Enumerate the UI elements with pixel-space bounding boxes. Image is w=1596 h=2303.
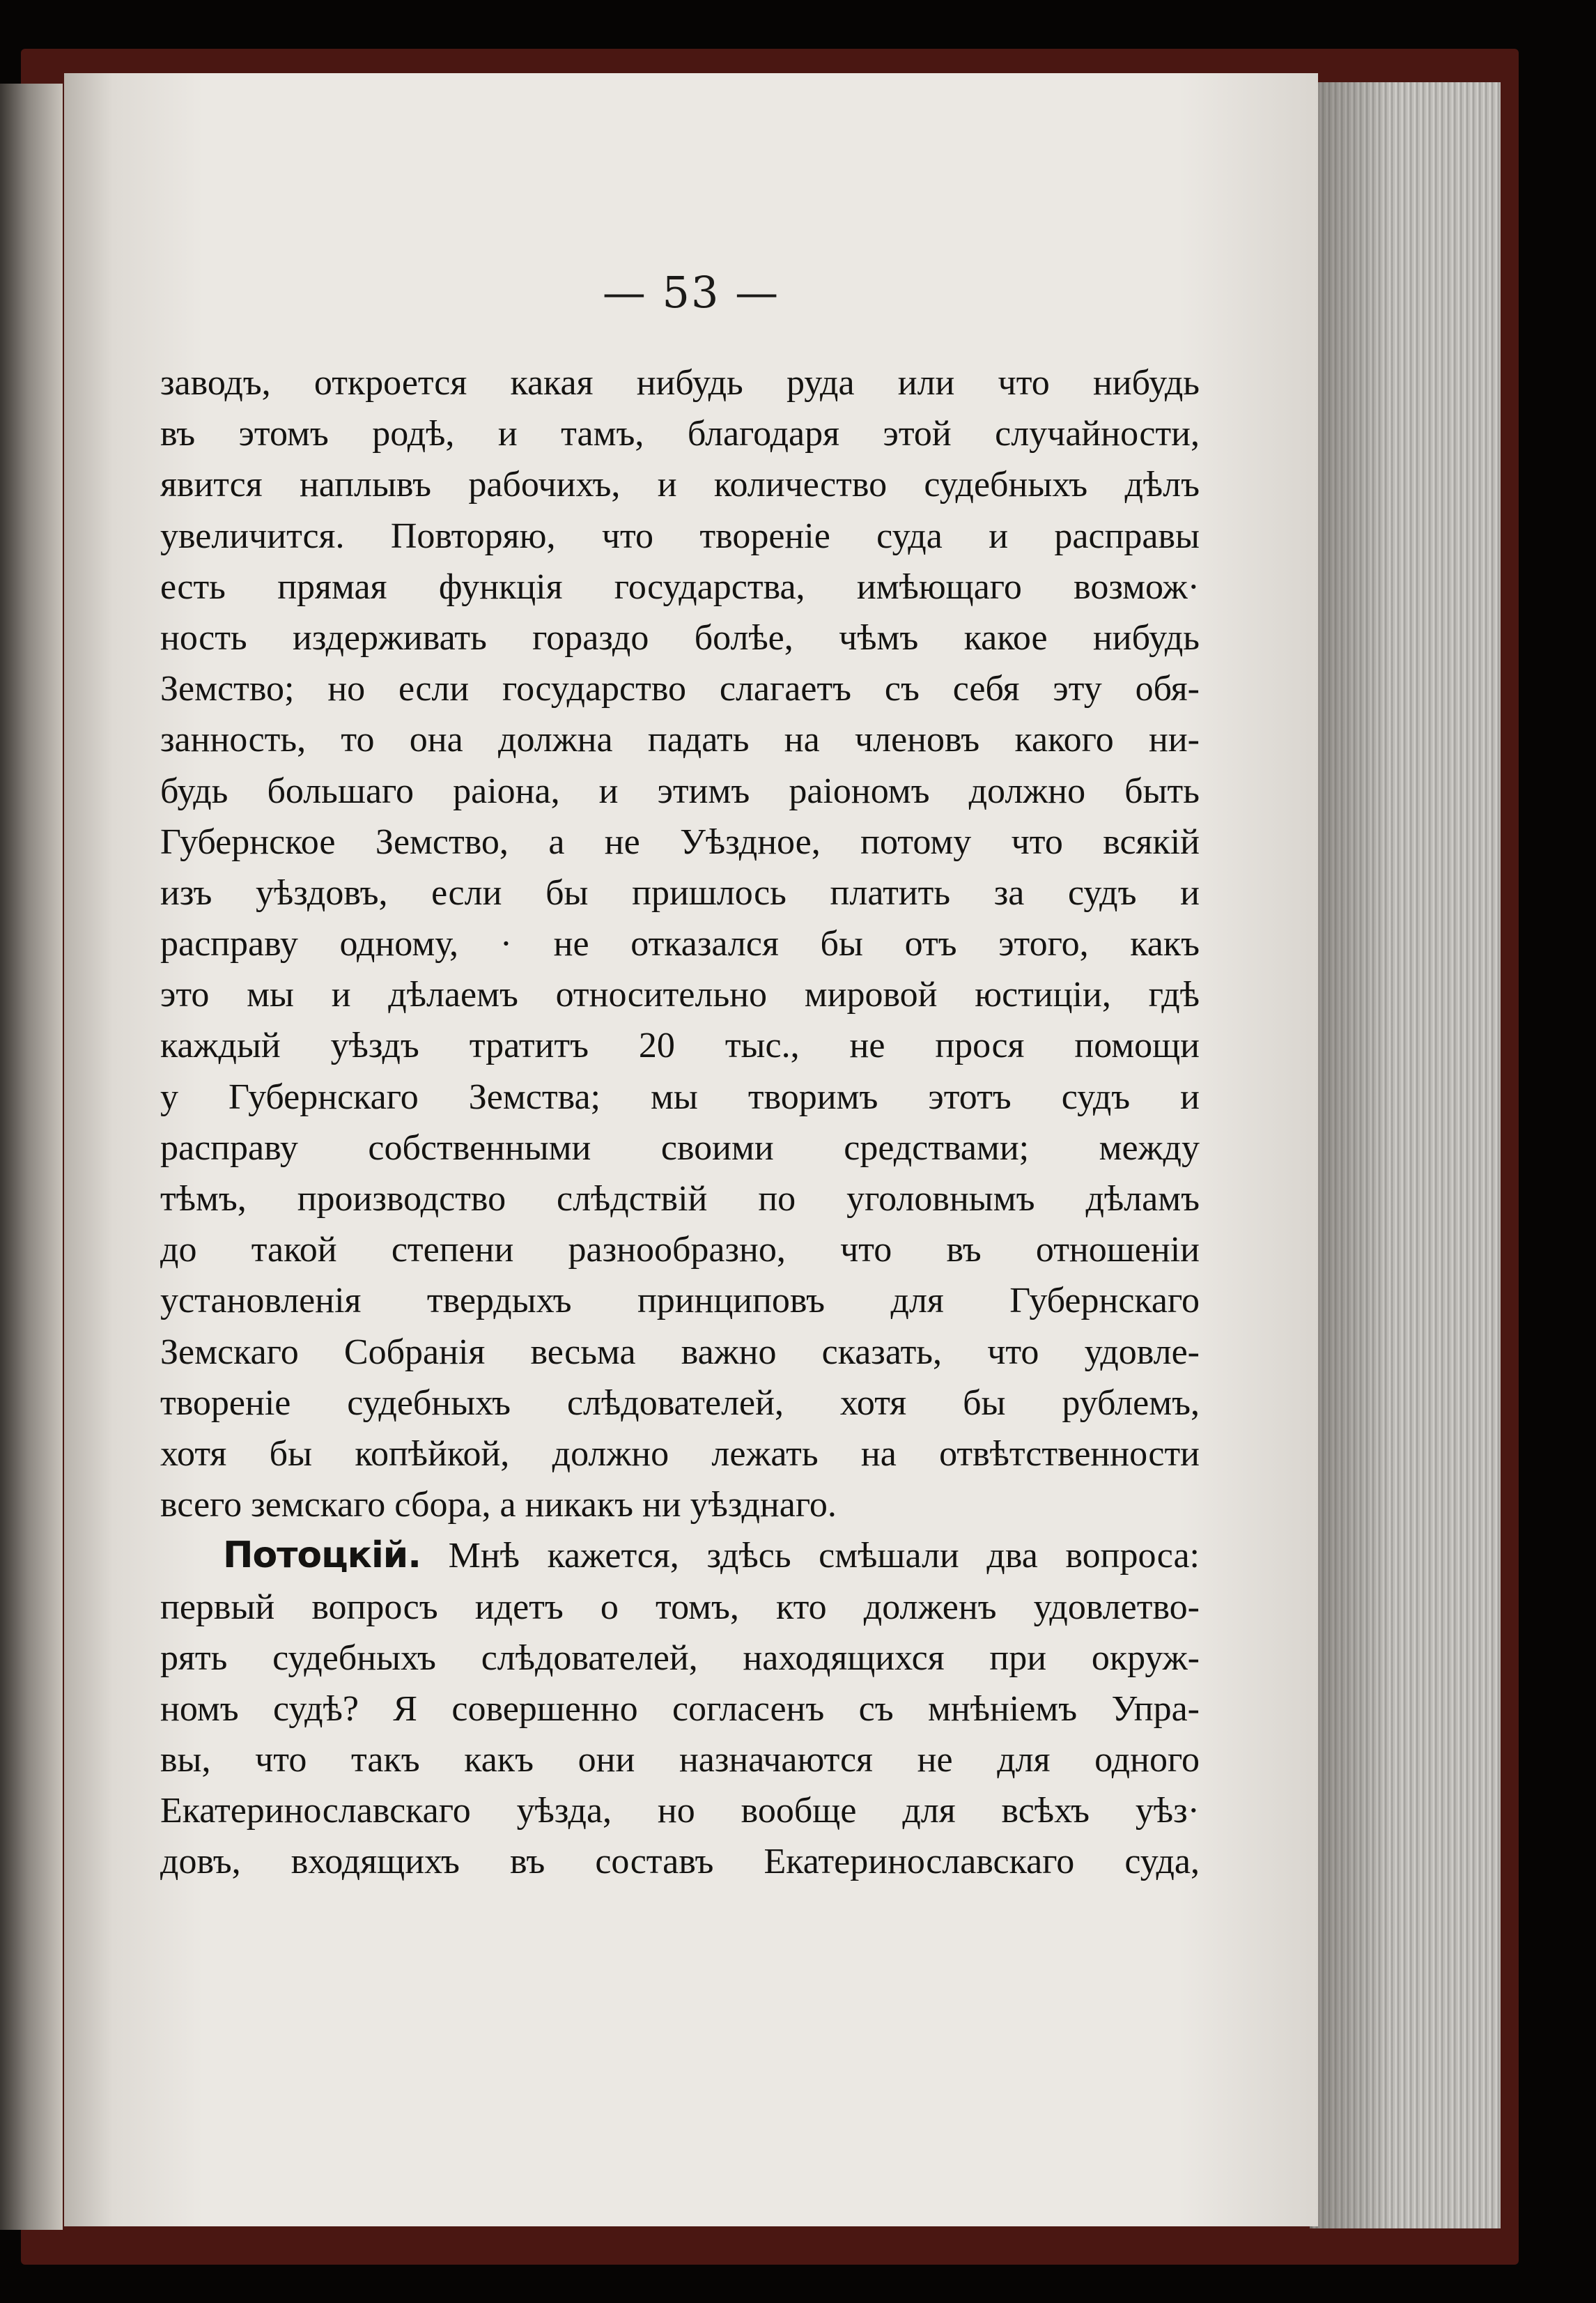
- book-page: [64, 73, 1318, 2226]
- text-line: увеличится. Повторяю, что твореніе суда и расправы: [160, 516, 1200, 556]
- text-line: Земскаго Собранія весьма важно сказать, что удовле-: [160, 1332, 1200, 1372]
- text-line: первый вопросъ идетъ о томъ, кто долженъ удовлетво-: [160, 1587, 1200, 1627]
- text-line: у Губернскаго Земства; мы творимъ этотъ судъ и: [160, 1077, 1200, 1117]
- speaker-name: Потоцкій.: [223, 1534, 421, 1577]
- text-line: до такой степени разнообразно, что въ отношеніи: [160, 1230, 1200, 1270]
- text-line: изъ уѣздовъ, если бы пришлось платить за судъ и: [160, 872, 1200, 913]
- speaker-first-line-text: Мнѣ кажется, здѣсь смѣшали два вопроса:: [448, 1536, 1200, 1576]
- text-line: Екатеринославскаго уѣзда, но вообще для всѣхъ уѣз·: [160, 1791, 1200, 1831]
- text-line: расправу собственными своими средствами; между: [160, 1127, 1200, 1168]
- text-line: расправу одному, · не отказался бы отъ этого, какъ: [160, 924, 1200, 964]
- text-line: довъ, входящихъ въ составъ Екатеринославскаго суда,: [160, 1842, 1200, 1882]
- page-block-shadow: [1310, 82, 1393, 2228]
- text-line: твореніе судебныхъ слѣдователей, хотя бы рублемъ,: [160, 1382, 1200, 1423]
- text-line: установленія твердыхъ принциповъ для Губернскаго: [160, 1281, 1200, 1321]
- speaker-paragraph-first-line: [160, 1530, 1200, 1581]
- page-text: [160, 357, 1200, 1888]
- text-line: хотя бы копѣйкой, должно лежать на отвѣтственности: [160, 1433, 1200, 1474]
- text-line: каждый уѣздъ тратитъ 20 тыс., не прося помощи: [160, 1026, 1200, 1066]
- text-line: тѣмъ, производство слѣдствій по уголовнымъ дѣламъ: [160, 1179, 1200, 1219]
- page-number: — 53 —: [602, 267, 780, 318]
- previous-page-edge: [0, 84, 63, 2230]
- text-line: есть прямая функція государства, имѣющаго возмож·: [160, 567, 1200, 607]
- text-line: въ этомъ родѣ, и тамъ, благодаря этой случайности,: [160, 414, 1200, 454]
- text-line: будь большаго раіона, и этимъ раіономъ должно быть: [160, 771, 1200, 811]
- text-line: вы, что такъ какъ они назначаются не для одного: [160, 1740, 1200, 1780]
- text-line: всего земскаго сбора, а никакъ ни уѣзднаго.: [160, 1485, 837, 1525]
- text-line: рять судебныхъ слѣдователей, находящихся при окруж-: [160, 1638, 1200, 1678]
- text-line: явится наплывъ рабочихъ, и количество судебныхъ дѣлъ: [160, 465, 1200, 505]
- text-line: это мы и дѣлаемъ относительно мировой юстиціи, гдѣ: [160, 975, 1200, 1015]
- text-line: заводъ, откроется какая нибудь руда или что нибудь: [160, 363, 1200, 403]
- text-line: номъ судѣ? Я совершенно согласенъ съ мнѣніемъ Упра-: [160, 1688, 1200, 1729]
- text-line: Губернское Земство, а не Уѣздное, потому что всякій: [160, 822, 1200, 862]
- text-line: занность, то она должна падать на членовъ какого ни-: [160, 720, 1200, 760]
- text-line: ность издерживать гораздо болѣе, чѣмъ какое нибудь: [160, 617, 1200, 658]
- text-line: Земство; но если государство слагаетъ съ себя эту обя-: [160, 669, 1200, 709]
